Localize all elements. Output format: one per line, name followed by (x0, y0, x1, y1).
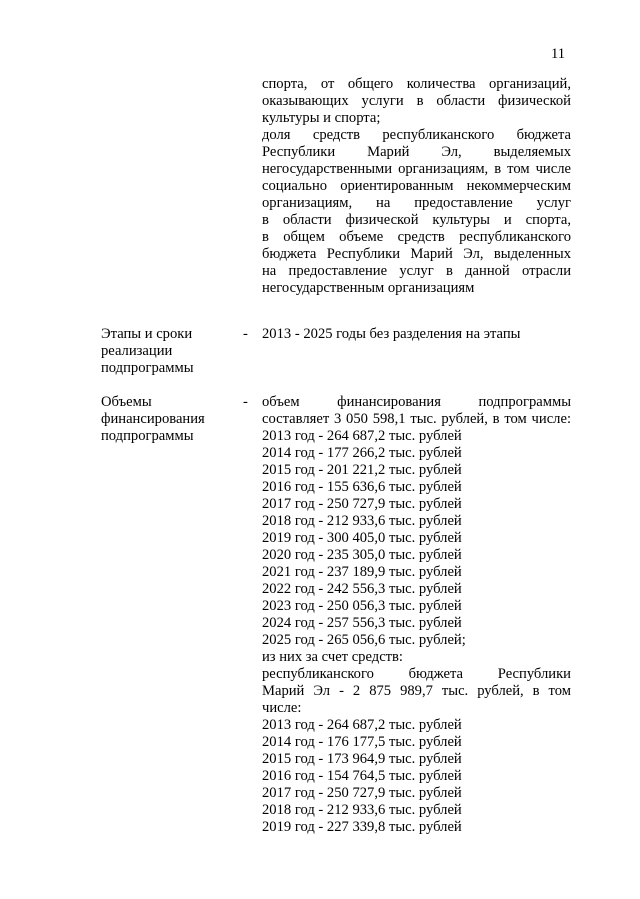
text-line: 2018 год - 212 933,6 тыс. рублей (262, 513, 462, 529)
text-line: республиканского бюджета Республики (262, 666, 571, 682)
text-line: 2014 год - 176 177,5 тыс. рублей (262, 734, 462, 750)
text-line: негосударственным организациям (262, 280, 475, 296)
stages-dash: - (243, 326, 248, 342)
text-line: 2019 год - 227 339,8 тыс. рублей (262, 819, 462, 835)
label-line: подпрограммы (101, 360, 194, 376)
text-line: 2016 год - 154 764,5 тыс. рублей (262, 768, 462, 784)
text-line: культуры и спорта; (262, 110, 381, 126)
text-line: 2018 год - 212 933,6 тыс. рублей (262, 802, 462, 818)
text-line: в области физической культуры и спорта, (262, 212, 571, 228)
text-line: в общем объеме средств республиканского (262, 229, 571, 245)
text-line: 2013 год - 264 687,2 тыс. рублей (262, 717, 462, 733)
text-line: доля средств республиканского бюджета (262, 127, 571, 143)
text-line: 2019 год - 300 405,0 тыс. рублей (262, 530, 462, 546)
text-line: 2015 год - 173 964,9 тыс. рублей (262, 751, 462, 767)
label-line: подпрограммы (101, 428, 194, 444)
text-line: негосударственными организациям, в том числе (262, 161, 571, 177)
label-line: Объемы (101, 394, 152, 410)
stages-value: 2013 - 2025 годы без разделения на этапы (262, 326, 521, 342)
text-line: 2013 год - 264 687,2 тыс. рублей (262, 428, 462, 444)
text-line: бюджета Республики Марий Эл, выделенных (262, 246, 571, 262)
text-line: из них за счет средств: (262, 649, 403, 665)
funding-dash: - (243, 394, 248, 410)
text-line: числе: (262, 700, 302, 716)
label-line: Этапы и сроки (101, 326, 193, 342)
text-line: 2014 год - 177 266,2 тыс. рублей (262, 445, 462, 461)
stages-label (101, 326, 241, 377)
label-line: реализации (101, 343, 173, 359)
text-line: оказывающих услуги в области физической (262, 93, 571, 109)
text-line: спорта, от общего количества организаций, (262, 76, 571, 92)
text-line: социально ориентированным некоммерческим (262, 178, 571, 194)
text-line: объем финансирования подпрограммы (262, 394, 571, 410)
text-line: 2017 год - 250 727,9 тыс. рублей (262, 496, 462, 512)
funding-label (101, 394, 241, 445)
text-line: 2024 год - 257 556,3 тыс. рублей (262, 615, 462, 631)
text-line: Республики Марий Эл, выделяемых (262, 144, 571, 160)
text-line: 2015 год - 201 221,2 тыс. рублей (262, 462, 462, 478)
page-number: 11 (551, 46, 566, 62)
top-text-block (262, 76, 571, 297)
text-line: 2020 год - 235 305,0 тыс. рублей (262, 547, 462, 563)
text-line: 2025 год - 265 056,6 тыс. рублей; (262, 632, 466, 648)
text-line: составляет 3 050 598,1 тыс. рублей, в том числе: (262, 411, 571, 427)
text-line: 2021 год - 237 189,9 тыс. рублей (262, 564, 462, 580)
text-line: организациям, на предоставление услуг (262, 195, 571, 211)
label-line: финансирования (101, 411, 205, 427)
text-line: Марий Эл - 2 875 989,7 тыс. рублей, в том (262, 683, 571, 699)
funding-text-block (262, 394, 571, 836)
text-line: на предоставление услуг в данной отрасли (262, 263, 571, 279)
text-line: 2017 год - 250 727,9 тыс. рублей (262, 785, 462, 801)
text-line: 2016 год - 155 636,6 тыс. рублей (262, 479, 462, 495)
text-line: 2022 год - 242 556,3 тыс. рублей (262, 581, 462, 597)
text-line: 2023 год - 250 056,3 тыс. рублей (262, 598, 462, 614)
